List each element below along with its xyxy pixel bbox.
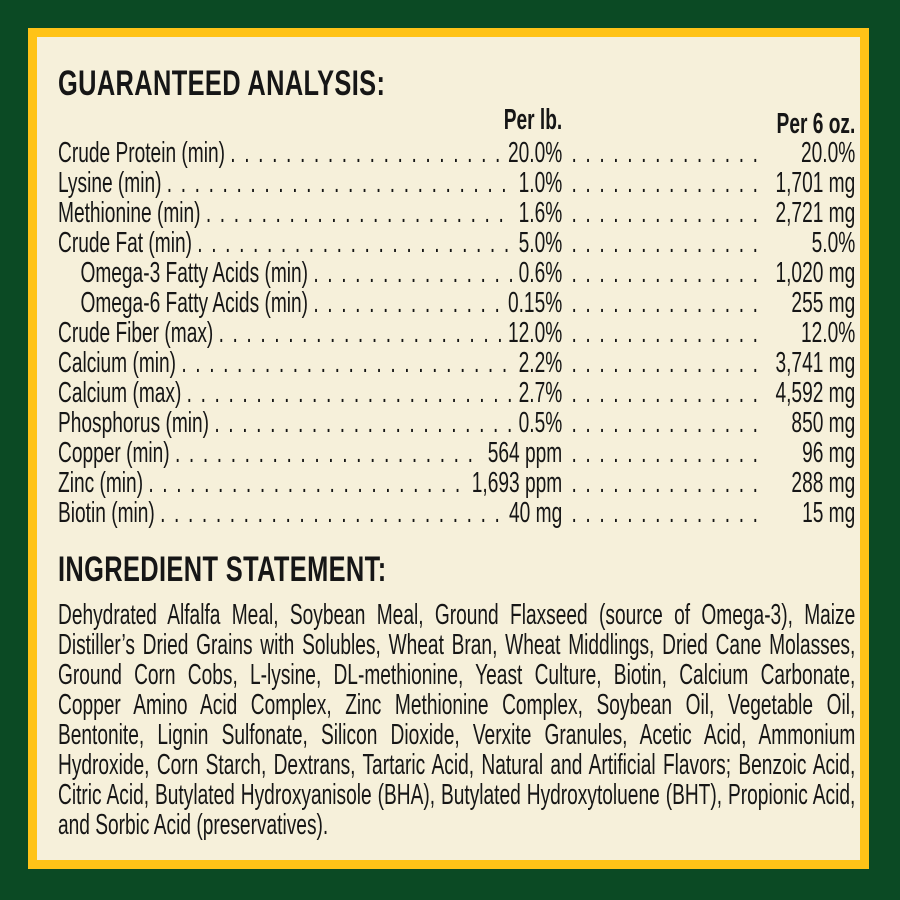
analysis-row xyxy=(58,198,855,228)
per-lb-value: 1.0% xyxy=(518,167,563,199)
analysis-table xyxy=(58,138,855,528)
per-lb-value: 564 ppm xyxy=(487,437,563,469)
per-lb-value: 2.2% xyxy=(518,347,563,379)
ingredient-statement-title-text: INGREDIENT STATEMENT: xyxy=(58,550,387,589)
per-6oz-value: 1,020 mg xyxy=(775,257,856,289)
analysis-row-label: Biotin (min) xyxy=(58,497,155,529)
dot-leader xyxy=(571,228,767,258)
guaranteed-analysis-title-text: GUARANTEED ANALYSIS: xyxy=(58,64,386,103)
dot-leader xyxy=(571,408,767,438)
analysis-row xyxy=(58,228,855,258)
dot-leader xyxy=(571,468,767,498)
analysis-row xyxy=(58,408,855,438)
analysis-row-label: Calcium (max) xyxy=(58,377,182,409)
analysis-row-label: Copper (min) xyxy=(58,437,170,469)
analysis-row-label: Calcium (min) xyxy=(58,347,177,379)
per-lb-column-header: Per lb. xyxy=(503,104,563,136)
dot-leader xyxy=(181,348,513,378)
per-lb-value: 40 mg xyxy=(509,497,563,529)
dot-leader xyxy=(571,438,767,468)
dot-leader xyxy=(571,318,767,348)
per-6oz-value: 850 mg xyxy=(791,407,856,439)
per-lb-value: 0.6% xyxy=(518,257,563,289)
analysis-row-label: Zinc (min) xyxy=(58,467,144,499)
analysis-row-label: Crude Fiber (max) xyxy=(58,317,214,349)
per-6oz-value: 4,592 mg xyxy=(775,377,856,409)
analysis-row xyxy=(58,168,855,198)
per-6oz-value: 2,721 mg xyxy=(775,197,856,229)
analysis-row xyxy=(58,438,855,468)
analysis-row xyxy=(58,348,855,378)
dot-leader xyxy=(571,138,767,168)
per-6oz-value: 1,701 mg xyxy=(775,167,856,199)
analysis-row-label: Phosphorus (min) xyxy=(58,407,210,439)
gold-border-frame xyxy=(28,28,869,869)
per-lb-value: 2.7% xyxy=(518,377,563,409)
column-headers xyxy=(58,104,856,140)
analysis-row xyxy=(58,288,855,318)
dot-leader xyxy=(313,258,513,288)
dot-leader xyxy=(214,408,513,438)
dot-leader xyxy=(571,258,767,288)
per-6oz-value: 96 mg xyxy=(802,437,856,469)
dot-leader xyxy=(197,228,513,258)
analysis-row xyxy=(58,498,855,528)
analysis-row-label: Omega-3 Fatty Acids (min) xyxy=(80,257,309,289)
per-6oz-column-header: Per 6 oz. xyxy=(776,108,856,140)
dot-leader xyxy=(571,378,767,408)
guaranteed-analysis-title xyxy=(58,66,855,102)
analysis-row xyxy=(58,318,855,348)
dot-leader xyxy=(313,288,502,318)
dot-leader xyxy=(206,198,513,228)
ingredient-statement-text: Dehydrated Alfalfa Meal, Soybean Meal, Ground Flaxseed (source of Omega-3), Maize Distiller’s Dried Grains with Solubles, Wheat Bran, Wheat Middlings, Dried Cane Molasses, Ground Corn Cobs, L-lysine, DL-methionine, Yeast Culture, Biotin, Calcium Carbonate, Copper Amino Acid Complex, Zinc Methionine Complex, Soybean Oil, Vegetable Oil, Bentonite, Lignin Sulfonate, Silicon Dioxide, Verxite Granules, Acetic Acid, Ammonium Hydroxide, Corn Starch, Dextrans, Tartaric Acid, Natural and Artificial Flavors; Benzoic Acid, Citric Acid, Butylated Hydroxyanisole (BHA), Butylated Hydroxytoluene (BHT), Propionic Acid, and Sorbic Acid (preservatives). xyxy=(58,599,856,841)
dot-leader xyxy=(160,498,504,528)
per-lb-value: 0.15% xyxy=(507,287,563,319)
analysis-row-label: Crude Fat (min) xyxy=(58,227,193,259)
per-6oz-value: 288 mg xyxy=(791,467,856,499)
dot-leader xyxy=(571,498,767,528)
per-6oz-value: 5.0% xyxy=(811,227,856,259)
analysis-row xyxy=(58,258,855,288)
per-6oz-value: 20.0% xyxy=(801,137,856,169)
dot-leader xyxy=(571,168,767,198)
dot-leader xyxy=(571,198,767,228)
dot-leader xyxy=(148,468,466,498)
dot-leader xyxy=(230,138,502,168)
dot-leader xyxy=(167,168,514,198)
per-lb-value: 1,693 ppm xyxy=(471,467,563,499)
analysis-row-label: Lysine (min) xyxy=(58,167,162,199)
per-lb-value: 1.6% xyxy=(518,197,563,229)
analysis-row xyxy=(58,138,855,168)
analysis-row-label: Crude Protein (min) xyxy=(58,137,226,169)
per-6oz-value: 3,741 mg xyxy=(775,347,856,379)
analysis-row xyxy=(58,378,855,408)
dot-leader xyxy=(571,288,767,318)
ingredient-statement-title xyxy=(58,552,855,588)
per-6oz-value: 15 mg xyxy=(802,497,856,529)
dot-leader xyxy=(219,318,503,348)
dot-leader xyxy=(187,378,514,408)
label-content xyxy=(58,66,855,860)
per-lb-value: 0.5% xyxy=(518,407,563,439)
dot-leader xyxy=(571,348,767,378)
per-6oz-value: 255 mg xyxy=(791,287,856,319)
dot-leader xyxy=(175,438,483,468)
per-lb-value: 5.0% xyxy=(518,227,563,259)
per-6oz-value: 12.0% xyxy=(801,317,856,349)
analysis-row xyxy=(58,468,855,498)
per-lb-value: 20.0% xyxy=(507,137,563,169)
per-lb-value: 12.0% xyxy=(507,317,563,349)
analysis-row-label: Omega-6 Fatty Acids (min) xyxy=(80,287,309,319)
label-panel xyxy=(37,37,860,860)
analysis-row-label: Methionine (min) xyxy=(58,197,201,229)
